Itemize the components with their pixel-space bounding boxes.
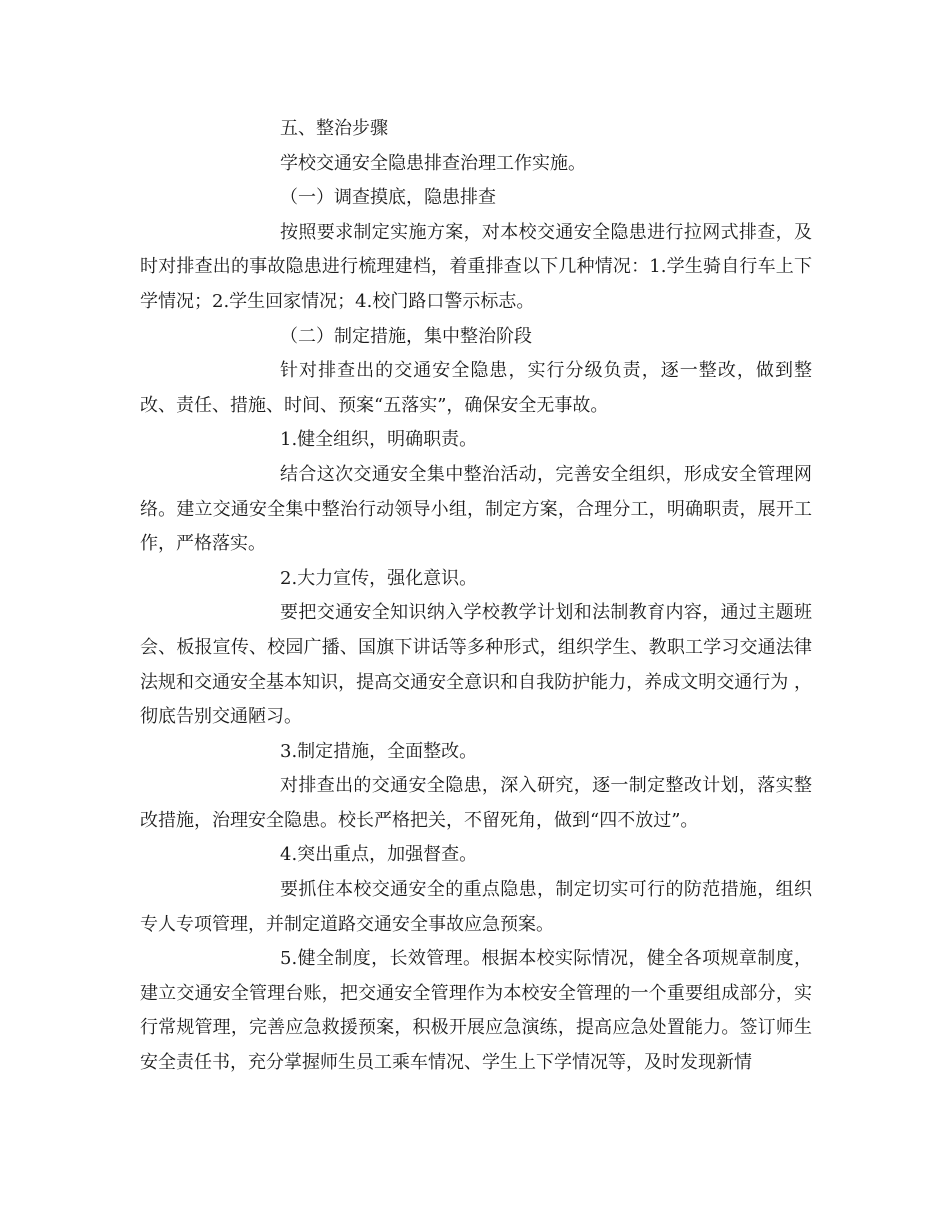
item-heading: 3.制定措施，全面整改。 — [280, 740, 478, 762]
document-body — [140, 112, 812, 1081]
paragraph: 学校交通安全隐患排查治理工作实施。 — [280, 152, 586, 174]
section-heading: 五、整治步骤 — [280, 118, 388, 139]
paragraph: 要抓住本校交通安全的重点隐患，制定切实可行的防范措施，组织专人专项管理，并制定道路交通安全事故应急预案。 — [140, 879, 812, 935]
item-heading: 4.突出重点，加强督查。 — [280, 844, 478, 866]
paragraph: 针对排查出的交通安全隐患，实行分级负责，逐一整改，做到整改、责任、措施、时间、预案“五落实”，确保安全无事故。 — [140, 360, 812, 416]
paragraph: 5.健全制度，长效管理。根据本校实际情况，健全各项规章制度，建立交通安全管理台账，把交通安全管理作为本校安全管理的一个重要组成部分，实行常规管理，完善应急救援预案，积极开展应急演练，提高应急处置能力。签订师生安全责任书，充分掌握师生员工乘车情况、学生上下学情况等，及时发现新情 — [140, 948, 812, 1074]
item-heading: 2.大力宣传，强化意识。 — [280, 567, 478, 589]
paragraph: 结合这次交通安全集中整治活动，完善安全组织，形成安全管理网络。建立交通安全集中整治行动领导小组，制定方案，合理分工，明确职责，展开工作，严格落实。 — [140, 463, 812, 555]
paragraph: 要把交通安全知识纳入学校教学计划和法制教育内容，通过主题班会、板报宣传、校园广播、国旗下讲话等多种形式，组织学生、教职工学习交通法律法规和交通安全基本知识，提高交通安全意识和自我防护能力，养成文明交通行为 ，彻底告别交通陋习。 — [140, 602, 812, 728]
subsection-heading: （一）调查摸底，隐患排查 — [280, 187, 496, 209]
subsection-heading: （二）制定措施，集中整治阶段 — [280, 325, 532, 347]
item-heading: 1.健全组织，明确职责。 — [280, 429, 478, 451]
paragraph: 按照要求制定实施方案，对本校交通安全隐患进行拉网式排查，及时对排查出的事故隐患进行梳理建档，着重排查以下几种情况：1.学生骑自行车上下学情况；2.学生回家情况；4.校门路口警示标志。 — [140, 221, 812, 312]
paragraph: 对排查出的交通安全隐患，深入研究，逐一制定整改计划，落实整改措施，治理安全隐患。校长严格把关，不留死角，做到“四不放过”。 — [140, 775, 812, 831]
